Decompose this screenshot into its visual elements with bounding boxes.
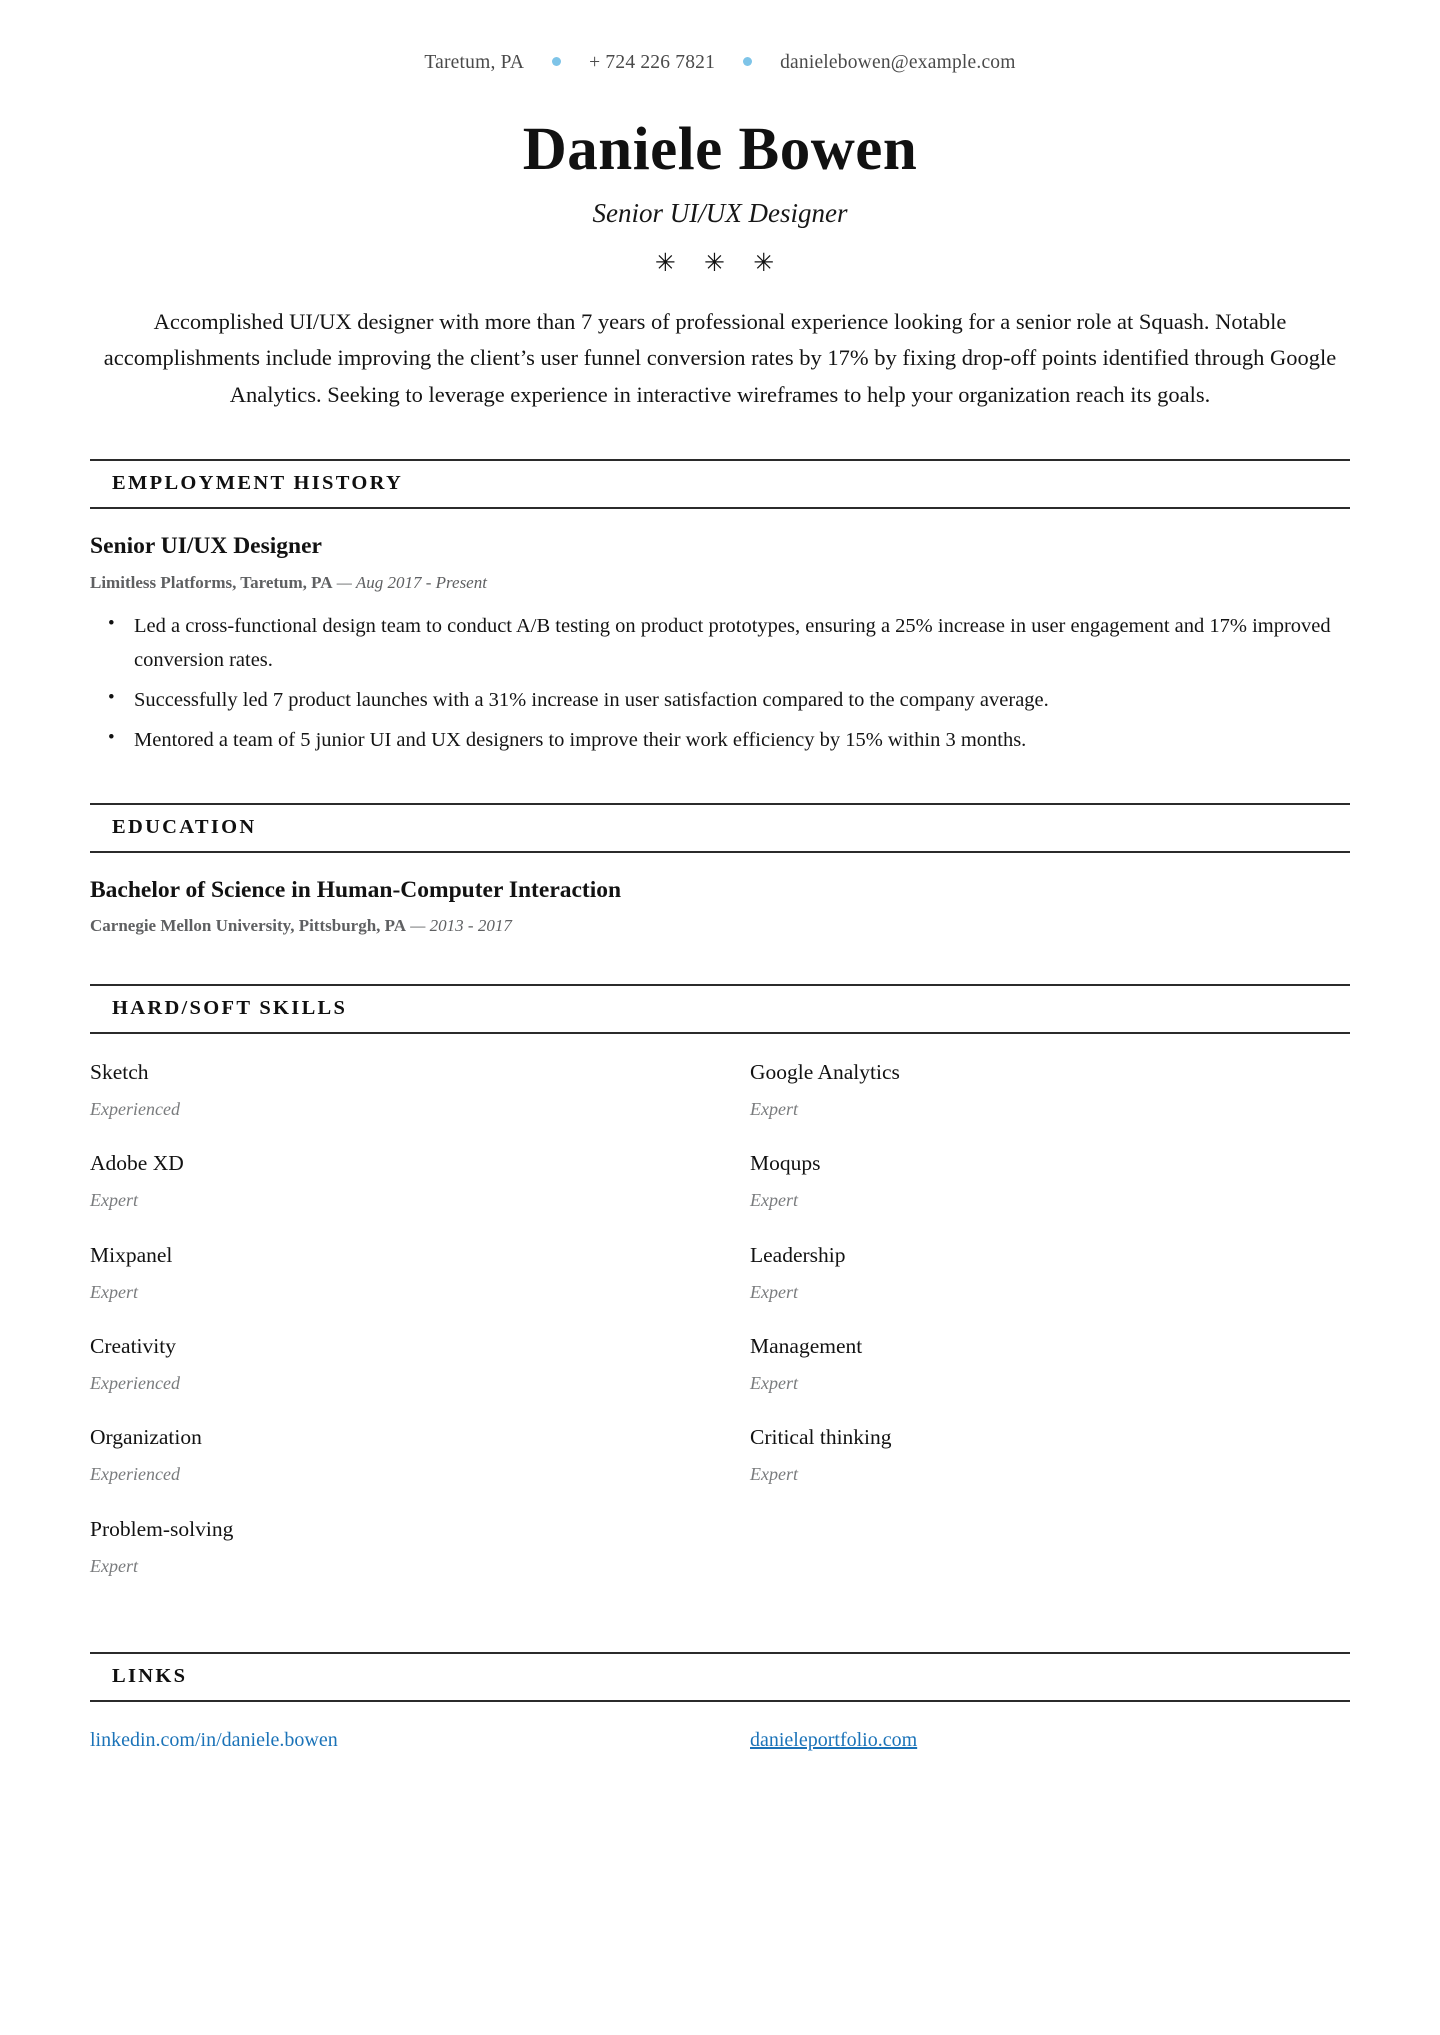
skill-item (90, 1058, 690, 1121)
skill-level: Experienced (90, 1372, 180, 1393)
skill-name: Moqups (750, 1151, 821, 1176)
links-grid (90, 1726, 1350, 1754)
contact-location: Taretum, PA (424, 52, 525, 73)
link-linkedin[interactable]: linkedin.com/in/daniele.bowen (90, 1728, 338, 1751)
contact-line (90, 0, 1350, 74)
skill-level: Expert (750, 1281, 798, 1302)
skill-name: Organization (90, 1425, 202, 1450)
link-cell (90, 1726, 690, 1754)
skill-item (750, 1423, 1350, 1486)
section-education (90, 803, 1350, 938)
section-title-employment: EMPLOYMENT HISTORY (112, 472, 404, 495)
candidate-name: Daniele Bowen (522, 116, 918, 183)
education-dates: 2013 - 2017 (429, 916, 512, 936)
contact-email: danielebowen@example.com (780, 52, 1016, 73)
skill-level: Experienced (90, 1464, 180, 1485)
skill-level: Expert (750, 1098, 798, 1119)
education-institution: Carnegie Mellon University, Pittsburgh, PA (90, 916, 407, 936)
link-cell (750, 1726, 1350, 1754)
skill-level: Experienced (90, 1098, 180, 1119)
skill-level: Expert (750, 1464, 798, 1485)
employment-dates: Aug 2017 - Present (355, 572, 487, 592)
skill-name: Sketch (90, 1059, 149, 1084)
section-links (90, 1652, 1350, 1754)
skill-item (90, 1332, 690, 1395)
skill-name: Mixpanel (90, 1242, 173, 1267)
section-skills (90, 984, 1350, 1606)
education-meta (90, 914, 1350, 938)
skill-name: Creativity (90, 1333, 176, 1358)
skill-item (90, 1149, 690, 1212)
skill-item (750, 1332, 1350, 1395)
skill-name: Management (750, 1333, 863, 1358)
page-bottom-spacer (90, 1754, 1350, 1844)
skill-item (750, 1058, 1350, 1121)
contact-separator-dot-icon (743, 57, 752, 66)
skill-name: Problem-solving (90, 1516, 234, 1541)
link-portfolio[interactable]: danieleportfolio.com (750, 1728, 918, 1751)
section-header-education (90, 803, 1350, 853)
contact-phone: + 724 226 7821 (589, 52, 716, 73)
skill-name: Critical thinking (750, 1425, 892, 1450)
list-item: • Successfully led 7 product launches with a 31% increase in user satisfaction compared to the company average. (130, 684, 1350, 717)
skill-item (90, 1423, 690, 1486)
employment-job-title: Senior UI/UX Designer (90, 532, 322, 559)
candidate-job-title: Senior UI/UX Designer (592, 198, 848, 229)
asterisk-divider-icon: ✳ ✳ ✳ (654, 250, 786, 278)
skill-name: Adobe XD (90, 1151, 184, 1176)
skill-level: Expert (750, 1372, 798, 1393)
list-item: • Mentored a team of 5 junior UI and UX designers to improve their work efficiency by 15% within 3 months. (130, 724, 1350, 757)
skill-level: Expert (90, 1555, 138, 1576)
skill-level: Expert (90, 1281, 138, 1302)
section-header-employment (90, 459, 1350, 509)
employment-entry (90, 531, 1350, 757)
section-employment-history (90, 459, 1350, 757)
skill-name: Google Analytics (750, 1059, 900, 1084)
employment-dash: — (332, 572, 356, 592)
section-title-skills: HARD/SOFT SKILLS (112, 997, 348, 1020)
skills-grid (90, 1058, 1350, 1606)
education-entry (90, 875, 1350, 938)
skill-level: Expert (750, 1190, 798, 1211)
employment-bullet-list (90, 610, 1350, 757)
skill-item (90, 1241, 690, 1304)
education-degree: Bachelor of Science in Human-Computer Interaction (90, 876, 622, 903)
employment-organization: Limitless Platforms, Taretum, PA (90, 572, 333, 592)
skill-name: Leadership (750, 1242, 846, 1267)
section-header-skills (90, 984, 1350, 1034)
list-item: • Led a cross-functional design team to conduct A/B testing on product prototypes, ensuring a 25% increase in user engagement and 17% improved conversion rates. (130, 610, 1350, 676)
section-title-education: EDUCATION (112, 816, 257, 839)
section-header-links (90, 1652, 1350, 1702)
employment-meta (90, 571, 1350, 595)
skill-item (750, 1149, 1350, 1212)
skill-item (90, 1515, 690, 1578)
education-dash: — (406, 916, 430, 936)
contact-separator-dot-icon (552, 57, 561, 66)
professional-summary: Accomplished UI/UX designer with more than 7 years of professional experience looking for a senior role at Squash. Notable accomplishments include improving the client’s user funnel conversion rates by 17% by fixing drop-off points identified through Google Analytics. Seeking to leverage experience in interactive wireframes to help your organization reach its goals. (103, 309, 1337, 407)
section-title-links: LINKS (112, 1665, 188, 1688)
skill-item (750, 1241, 1350, 1304)
skill-level: Expert (90, 1190, 138, 1211)
